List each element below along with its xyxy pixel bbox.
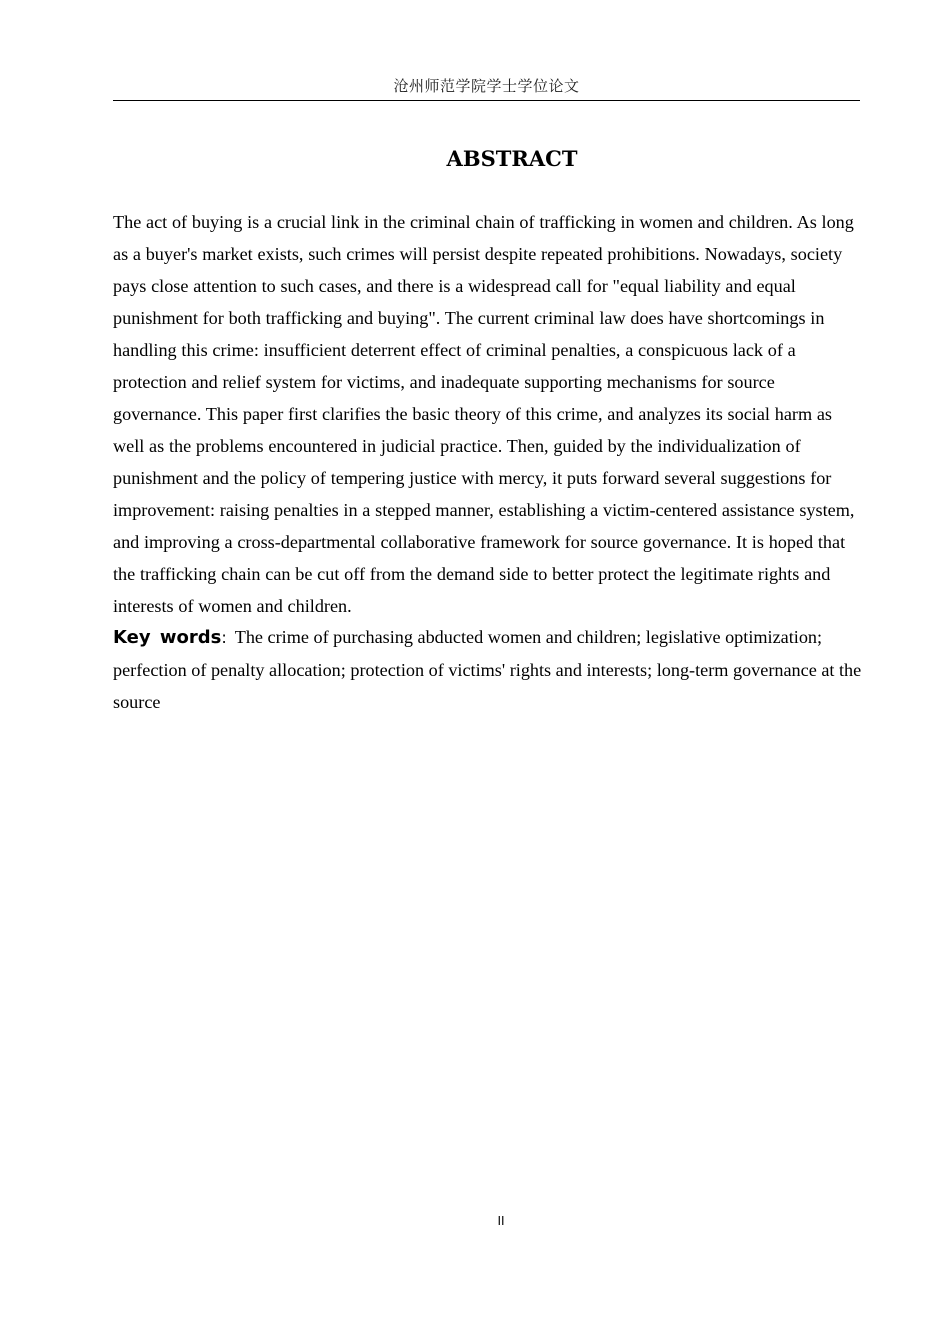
keywords-text: The crime of purchasing abducted women and children; legislative optimization; perfection of penalty allocation; protection of victims' rights and interests; long-term governance at the source [113, 627, 862, 712]
page-number: II [497, 1214, 505, 1228]
keywords-separator: : [221, 628, 227, 647]
running-header: 沧州师范学院学士学位论文 [393, 77, 580, 95]
keywords-paragraph [113, 621, 865, 718]
header-divider [113, 100, 860, 101]
keywords-label: Key words [113, 627, 222, 648]
abstract-body: The act of buying is a crucial link in the criminal chain of trafficking in women and children. As long as a buyer's market exists, such crimes will persist despite repeated prohibitions. Nowadays, society pays close attention to such cases, and there is a widespread call for "equal liability and equal punishment for both trafficking and buying". The current criminal law does have shortcomings in handling this crime: insufficient deterrent effect of criminal penalties, a conspicuous lack of a protection and relief system for victims, and inadequate supporting mechanisms for source governance. This paper first clarifies the basic theory of this crime, and analyzes its social harm as well as the problems encountered in judicial practice. Then, guided by the individualization of punishment and the policy of tempering justice with mercy, it puts forward several suggestions for improvement: raising penalties in a stepped manner, establishing a victim-centered assistance system, and improving a cross-departmental collaborative framework for source governance. It is hoped that the trafficking chain can be cut off from the demand side to better protect the legitimate rights and interests of women and children. [113, 212, 855, 616]
abstract-title: ABSTRACT [446, 146, 578, 171]
